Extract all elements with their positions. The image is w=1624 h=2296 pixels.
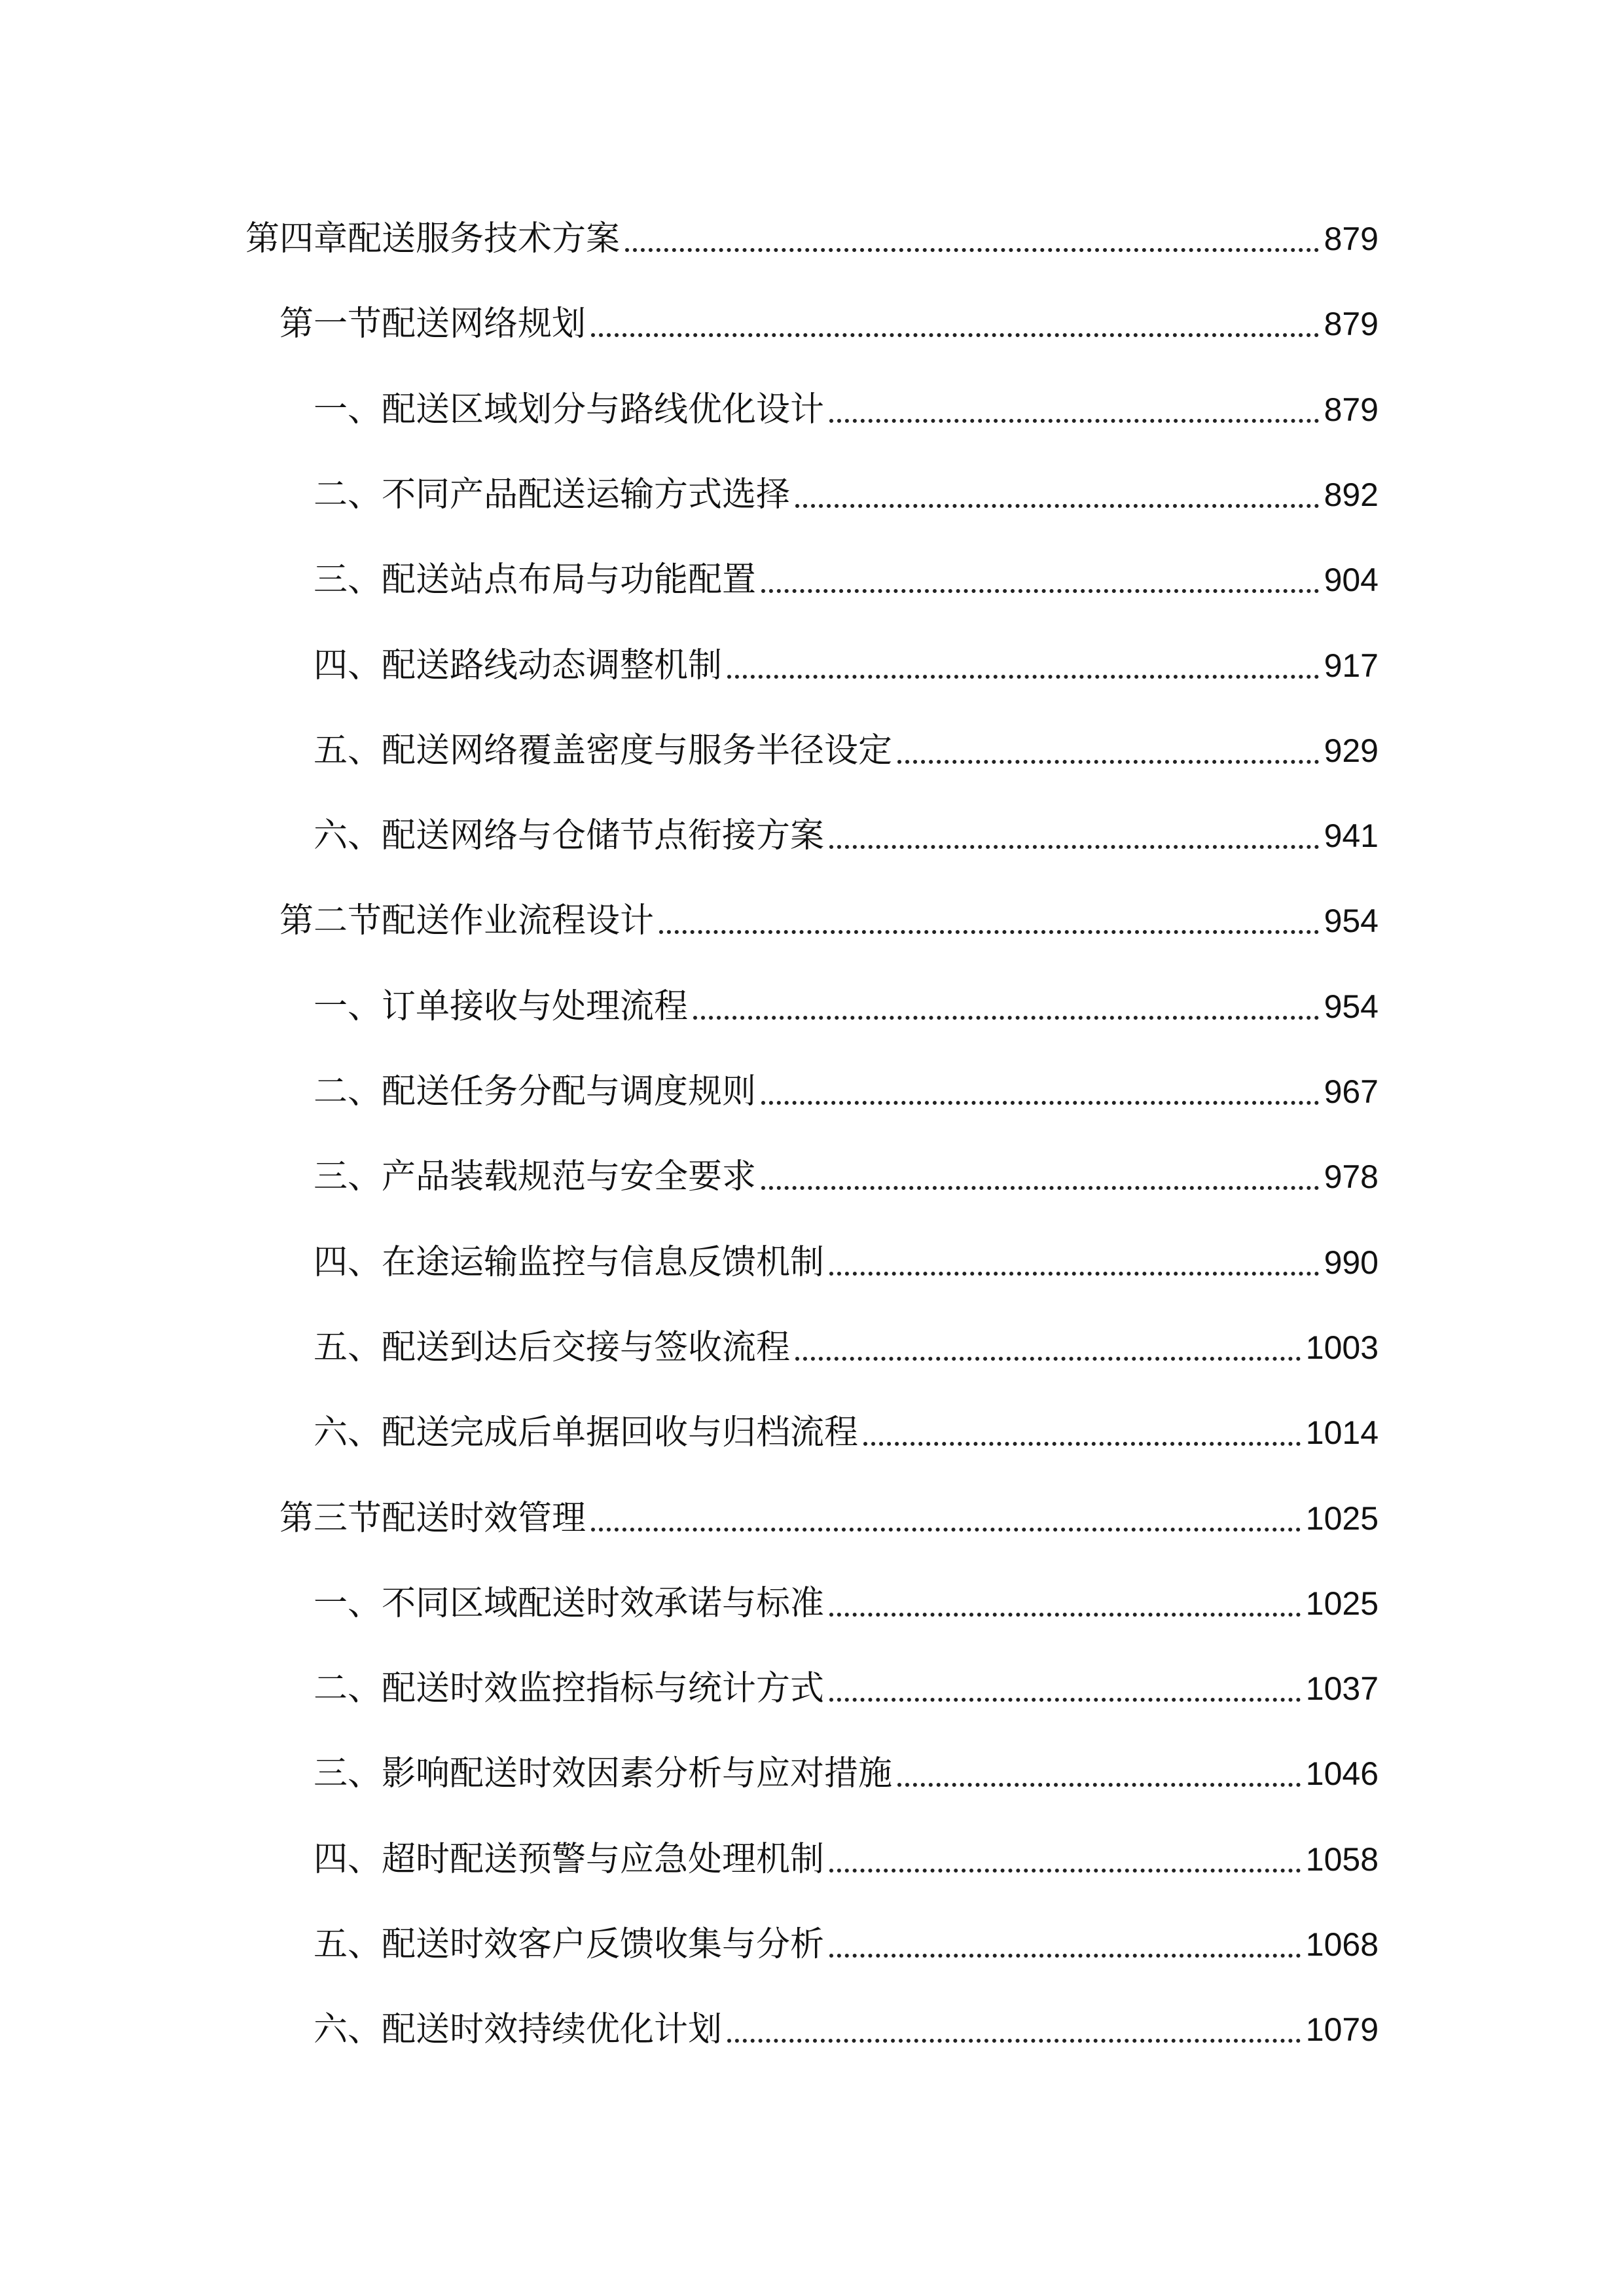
toc-section-entry[interactable] [280, 1492, 1379, 1545]
toc-dot-leader [795, 1357, 1301, 1361]
toc-subsection-entry[interactable] [314, 1407, 1379, 1459]
toc-subsection-entry[interactable] [314, 1236, 1379, 1289]
toc-dot-leader [795, 504, 1319, 508]
toc-page-number: 1003 [1305, 1329, 1379, 1366]
toc-page-number: 1025 [1305, 1500, 1379, 1537]
toc-page-number: 917 [1324, 647, 1379, 684]
toc-entry-title: 二、配送任务分配与调度规则 [314, 1072, 757, 1111]
toc-subsection-entry[interactable] [314, 469, 1379, 521]
toc-dot-leader [829, 1954, 1301, 1958]
toc-entry-title: 一、配送区域划分与路线优化设计 [314, 390, 825, 429]
toc-section-entry[interactable] [280, 895, 1379, 947]
toc-page-number: 879 [1324, 391, 1379, 428]
toc-subsection-entry[interactable] [314, 1748, 1379, 1800]
toc-dot-leader [625, 248, 1319, 252]
toc-entry-title: 三、产品装载规范与安全要求 [314, 1157, 757, 1196]
toc-entry-title: 三、配送站点布局与功能配置 [314, 560, 757, 600]
toc-entry-title: 第四章配送服务技术方案 [245, 219, 621, 259]
toc-dot-leader [829, 845, 1319, 849]
toc-section-entry[interactable] [280, 298, 1379, 350]
toc-subsection-entry[interactable] [314, 1577, 1379, 1630]
toc-page-number: 892 [1324, 476, 1379, 513]
toc-dot-leader [829, 419, 1319, 423]
toc-dot-leader [591, 1528, 1301, 1532]
toc-subsection-entry[interactable] [314, 1662, 1379, 1715]
toc-dot-leader [897, 760, 1319, 764]
toc-entry-title: 五、配送时效客户反馈收集与分析 [314, 1925, 825, 1964]
toc-dot-leader [693, 1016, 1319, 1020]
toc-entry-title: 六、配送完成后单据回收与归档流程 [314, 1413, 859, 1452]
toc-subsection-entry[interactable] [314, 1918, 1379, 1971]
toc-entry-title: 二、不同产品配送运输方式选择 [314, 475, 791, 514]
toc-entry-title: 第二节配送作业流程设计 [280, 901, 655, 941]
toc-subsection-entry[interactable] [314, 554, 1379, 606]
toc-dot-leader [591, 333, 1319, 337]
toc-subsection-entry[interactable] [314, 639, 1379, 692]
toc-entry-title: 六、配送网络与仓储节点衔接方案 [314, 816, 825, 855]
toc-entry-title: 第三节配送时效管理 [280, 1499, 586, 1538]
toc-dot-leader [829, 1869, 1301, 1873]
toc-page-number: 990 [1324, 1244, 1379, 1281]
toc-page-number: 967 [1324, 1073, 1379, 1110]
toc-entry-title: 五、配送网络覆盖密度与服务半径设定 [314, 731, 893, 770]
toc-subsection-entry[interactable] [314, 384, 1379, 436]
toc-subsection-entry[interactable] [314, 810, 1379, 862]
toc-page-number: 1014 [1305, 1414, 1379, 1451]
toc-dot-leader [829, 1698, 1301, 1702]
toc-dot-leader [659, 930, 1319, 934]
toc-entry-title: 四、超时配送预警与应急处理机制 [314, 1840, 825, 1879]
toc-dot-leader [761, 1186, 1319, 1190]
toc-page-number: 1068 [1305, 1926, 1379, 1963]
toc-page-number: 879 [1324, 221, 1379, 257]
toc-subsection-entry[interactable] [314, 1151, 1379, 1203]
toc-page-number: 929 [1324, 732, 1379, 769]
toc-page-number: 1046 [1305, 1755, 1379, 1792]
toc-dot-leader [727, 2039, 1301, 2043]
toc-page-number: 954 [1324, 903, 1379, 939]
toc-dot-leader [761, 589, 1319, 593]
toc-page-number: 1058 [1305, 1841, 1379, 1878]
toc-entry-title: 三、影响配送时效因素分析与应对措施 [314, 1754, 893, 1793]
toc-dot-leader [863, 1442, 1301, 1446]
toc-page-number: 954 [1324, 988, 1379, 1025]
toc-entry-title: 一、订单接收与处理流程 [314, 987, 689, 1026]
toc-entry-title: 二、配送时效监控指标与统计方式 [314, 1669, 825, 1708]
toc-subsection-entry[interactable] [314, 1066, 1379, 1118]
toc-page-number: 1025 [1305, 1585, 1379, 1622]
toc-dot-leader [761, 1101, 1319, 1105]
toc-dot-leader [727, 675, 1319, 679]
toc-subsection-entry[interactable] [314, 725, 1379, 777]
toc-page-number: 941 [1324, 817, 1379, 854]
toc-dot-leader [897, 1783, 1301, 1787]
toc-chapter-entry[interactable] [245, 213, 1379, 265]
toc-dot-leader [829, 1613, 1301, 1617]
toc-entry-title: 四、在途运输监控与信息反馈机制 [314, 1243, 825, 1282]
toc-entry-title: 五、配送到达后交接与签收流程 [314, 1328, 791, 1367]
toc-subsection-entry[interactable] [314, 980, 1379, 1033]
toc-subsection-entry[interactable] [314, 2003, 1379, 2056]
toc-page-number: 1079 [1305, 2011, 1379, 2048]
toc-entry-title: 第一节配送网络规划 [280, 304, 586, 344]
toc-page-number: 904 [1324, 562, 1379, 598]
toc-page-number: 879 [1324, 306, 1379, 342]
toc-entry-title: 一、不同区域配送时效承诺与标准 [314, 1584, 825, 1623]
toc-page-number: 978 [1324, 1158, 1379, 1195]
toc-page-number: 1037 [1305, 1670, 1379, 1707]
toc-subsection-entry[interactable] [314, 1833, 1379, 1886]
toc-entry-title: 四、配送路线动态调整机制 [314, 646, 723, 685]
toc-dot-leader [829, 1272, 1319, 1276]
toc-entry-title: 六、配送时效持续优化计划 [314, 2010, 723, 2049]
toc-subsection-entry[interactable] [314, 1321, 1379, 1374]
